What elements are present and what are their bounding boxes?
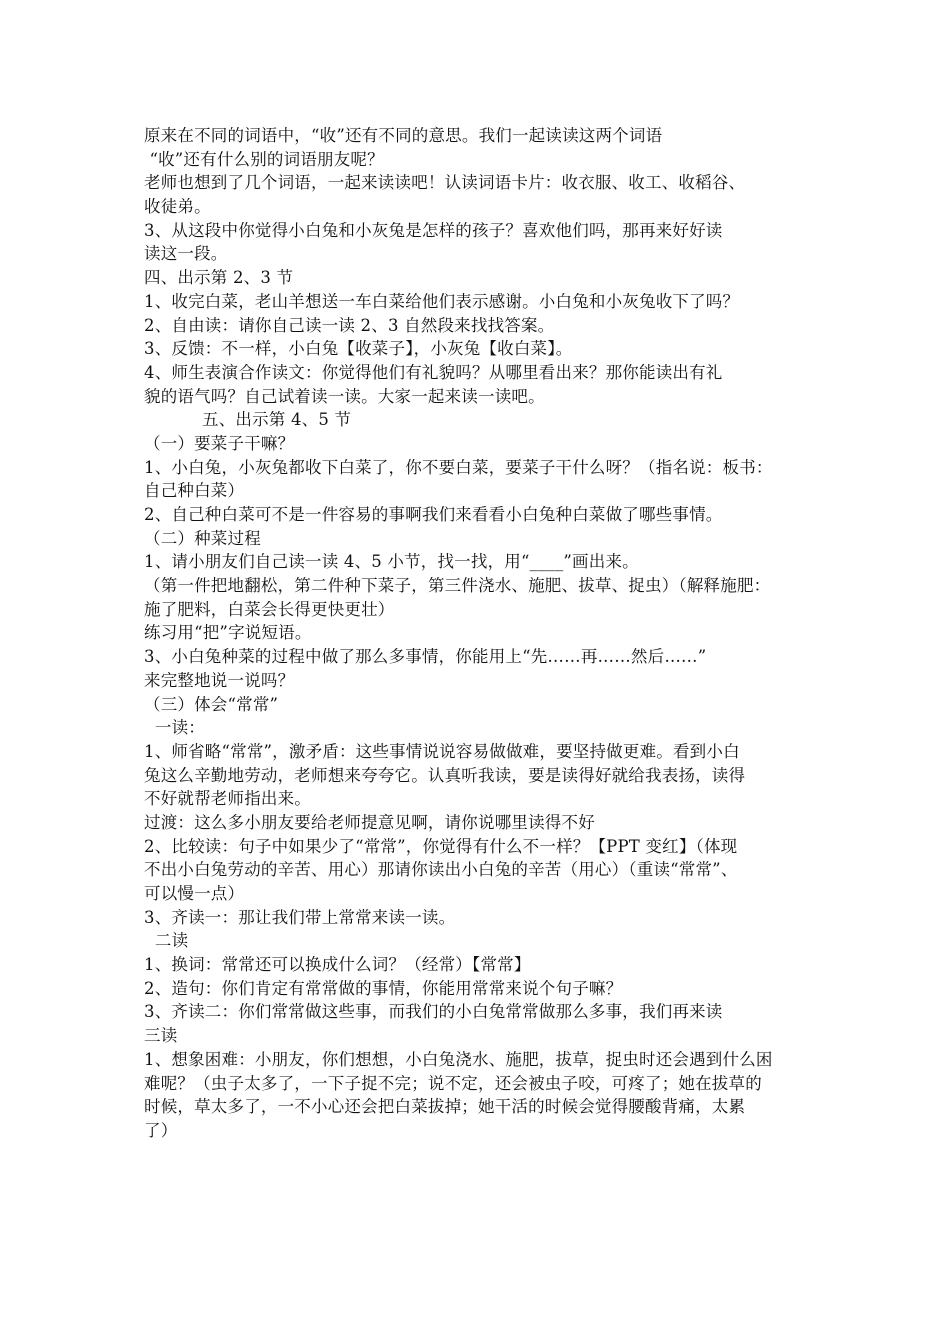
subsection-heading: （三）体会“常常”	[144, 694, 279, 714]
text-line: 3、齐读一：那让我们带上常常来读一读。	[144, 907, 456, 927]
text-line: 2、自由读：请你自己读一读 2、3 自然段来找找答案。	[144, 315, 555, 335]
text-line: 1、收完白菜，老山羊想送一车白菜给他们表示感谢。小白兔和小灰兔收下了吗？	[144, 291, 740, 311]
text-line: 来完整地说一说吗？	[144, 670, 295, 690]
text-line: 可以慢一点）	[144, 884, 245, 903]
text-line: 兔这么辛勤地劳动，老师想来夸夸它。认真听我读，要是读得好就给我表扬，读得	[144, 765, 746, 785]
text-line: 4、师生表演合作读文：你觉得他们有礼貌吗？从哪里看出来？那你能读出有礼	[144, 362, 723, 382]
text-line: “收”还有什么别的词语朋友呢？	[144, 149, 384, 169]
text-line: 2、造句：你们肯定有常常做的事情，你能用常常来说个句子嘛？	[144, 978, 623, 998]
text-line: 施了肥料，白菜会长得更快更壮）	[144, 599, 395, 619]
text-line: 2、比较读：句子中如果少了“常常”，你觉得有什么不一样？【PPT 变红】（体现	[144, 836, 738, 856]
text-line: 练习用“把”字说短语。	[144, 623, 312, 643]
reading-step-label: 二读	[144, 931, 189, 951]
text-line: 自己种白菜）	[144, 481, 245, 501]
text-line: 过渡：这么多小朋友要给老师提意见啊，请你说哪里读得不好	[144, 812, 595, 832]
subsection-heading: （一）要菜子干嘛？	[144, 433, 295, 453]
reading-step-label: 三读	[144, 1026, 178, 1046]
text-line: 原来在不同的词语中，“收”还有不同的意思。我们一起读读这两个词语	[144, 126, 663, 145]
text-line: 1、小白兔，小灰兔都收下白菜了，你不要白菜，要菜子干什么呀？（指名说：板书：	[144, 457, 773, 477]
text-line: 收徒弟。	[144, 197, 211, 217]
reading-step-label: 一读：	[144, 718, 205, 738]
text-line: （第一件把地翻松，第二件种下菜子，第三件浇水、施肥、拔草、捉虫）（解释施肥：	[144, 576, 771, 596]
section-heading: 五、出示第 4、5 节	[202, 410, 352, 430]
text-line: 老师也想到了几个词语，一起来读读吧！认读词语卡片：收衣服、收工、收稻谷、	[144, 173, 746, 193]
text-line: 3、从这段中你觉得小白兔和小灰兔是怎样的孩子？喜欢他们吗，那再来好好读	[144, 220, 723, 240]
text-line: 1、想象困难：小朋友，你们想想，小白兔浇水、施肥，拔草，捉虫时还会遇到什么困	[144, 1049, 773, 1069]
text-line: 3、反馈：不一样，小白兔【收菜子】，小灰兔【收白菜】。	[144, 339, 573, 359]
text-line: 貌的语气吗？自己试着读一读。大家一起来读一读吧。	[144, 386, 545, 406]
text-line: 3、齐读二：你们常常做这些事，而我们的小白兔常常做那么多事，我们再来读	[144, 1002, 723, 1022]
text-line: 2、自己种白菜可不是一件容易的事啊我们来看看小白兔种白菜做了哪些事情。	[144, 505, 723, 524]
text-line: 不好就帮老师指出来。	[144, 789, 311, 809]
text-line: 时候，草太多了，一不小心还会把白菜拔掉；她干活的时候会觉得腰酸背痛，太累	[144, 1097, 746, 1117]
text-line: 了）	[144, 1120, 178, 1140]
text-line: 不出小白兔劳动的辛苦、用心）那请你读出小白兔的辛苦（用心）（重读“常常”、	[144, 860, 738, 880]
text-line: 读这一段。	[144, 244, 228, 264]
section-heading: 四、出示第 2、3 节	[144, 268, 294, 288]
text-line: 3、小白兔种菜的过程中做了那么多事情，你能用上“先……再……然后……”	[144, 647, 707, 667]
text-line: 1、换词：常常还可以换成什么词？（经常）【常常】	[144, 955, 531, 975]
text-line: 1、请小朋友们自己读一读 4、5 小节，找一找，用“____”画出来。	[144, 552, 639, 572]
text-line: 1、师省略“常常”，激矛盾：这些事情说说容易做做难，要坚持做更难。看到小白	[144, 741, 740, 761]
document-body	[144, 124, 814, 1143]
subsection-heading: （二）种菜过程	[144, 528, 261, 548]
text-line: 难呢？（虫子太多了，一下子捉不完；说不定，还会被虫子咬，可疼了；她在拔草的	[144, 1073, 762, 1093]
